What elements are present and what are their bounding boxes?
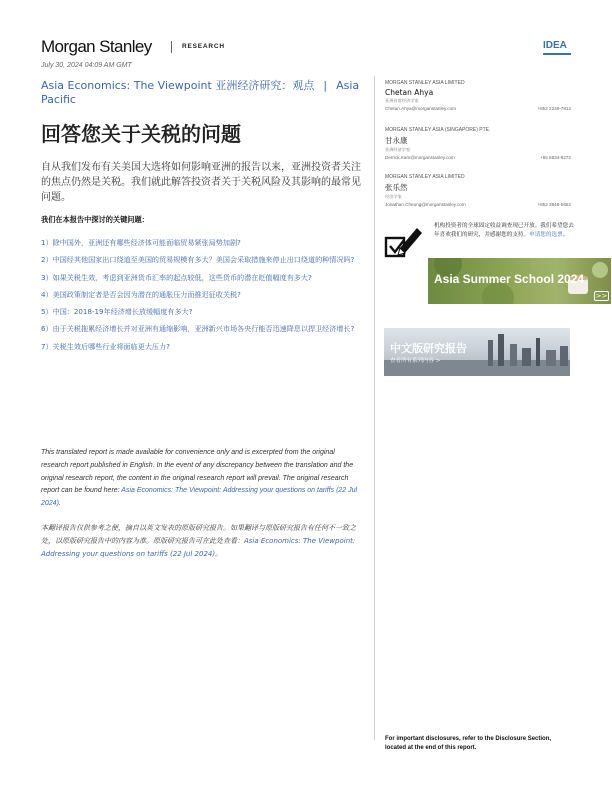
column-divider	[374, 76, 375, 740]
brand-logo: Morgan Stanley	[41, 37, 152, 56]
question-link[interactable]: 5）中国：2018-19年经济增长放缓幅度有多大?	[41, 307, 193, 317]
analyst-name: 甘永康	[385, 136, 408, 145]
survey-note	[434, 222, 574, 240]
analyst-email[interactable]: Chetan.Ahya@morganstanley.com	[385, 106, 456, 111]
questions-list	[41, 236, 365, 357]
chevron-right-icon[interactable]: >>	[595, 292, 608, 300]
analyst-name: Chetan Ahya	[385, 88, 434, 97]
series-separator: |	[323, 79, 328, 92]
disclaimer-english-end: .	[58, 500, 61, 508]
questions-heading: 我们在本报告中探讨的关键问题：	[41, 215, 149, 224]
chinese-research-subtitle[interactable]: 查看所有系列内容 >	[390, 358, 441, 364]
analyst-entity: MORGAN STANLEY ASIA LIMITED	[385, 80, 465, 86]
question-link[interactable]: 7）关税生效后哪些行业将面临更大压力?	[41, 341, 170, 351]
analyst-contact	[385, 155, 571, 160]
analyst-entity: MORGAN STANLEY ASIA (SINGAPORE) PTE.	[385, 127, 491, 133]
question-link[interactable]: 1）除中国外，亚洲还有哪些经济体可能面临贸易紧张局势加剧?	[41, 238, 241, 247]
vote-link[interactable]: 申请您的选票	[529, 232, 563, 238]
original-report-link[interactable]: Asia Economics: The Viewpoint: Addressing your questions on tariffs (22 Jul 2024)	[41, 487, 358, 508]
survey-end: 。	[562, 232, 569, 238]
original-report-link-zh[interactable]: Asia Economics: The Viewpoint: Addressing your questions on tariffs (22 Jul 2024)	[41, 537, 356, 559]
survey-text: 机构投资者的全球固定收益调查现已开放。我们希望您去年喜欢我们的研究，并感谢您的支持。	[434, 223, 574, 238]
brand-divider	[171, 41, 172, 53]
analyst-contact	[385, 202, 571, 207]
disclaimer-chinese	[41, 522, 363, 562]
analyst-card	[385, 127, 571, 160]
analyst-role: 亚洲首席经济学家	[385, 98, 419, 103]
chinese-research-title: 中文版研究报告	[390, 342, 467, 355]
series-region: Asia Pacific	[41, 79, 360, 106]
idea-underline	[543, 53, 571, 55]
analyst-entity: MORGAN STANLEY ASIA LIMITED	[385, 174, 465, 180]
analyst-phone: +852 2239-7812	[537, 106, 571, 111]
disclaimer-english-text: This translated report is made available for convenience only and is excerpted from the original research report published in English. In the event of any discrepancy between the translation and the original research report, the content in the original research report will prevail. The original research report can be found here:	[41, 449, 354, 495]
analyst-card	[385, 80, 571, 111]
question-link[interactable]: 4）美国政策制定者是否会因为潜在的通胀压力而推迟征收关税?	[41, 289, 241, 299]
analyst-phone: +65 6834-8272	[539, 155, 571, 160]
research-label: RESEARCH	[182, 43, 225, 50]
survey-pencil-icon	[384, 224, 424, 260]
summer-school-banner[interactable]	[428, 258, 611, 304]
analyst-name: 张乐然	[385, 183, 408, 192]
analyst-role: 亚洲经济学家	[385, 147, 411, 152]
disclaimer-chinese-end: 。	[215, 550, 223, 559]
question-link[interactable]: 6）由于关税拖累经济增长并对亚洲有通缩影响，亚洲新兴市场各央行能否迅速降息以捍卫经济增长?	[41, 324, 355, 334]
question-link[interactable]: 2）中国经其他国家出口绕道至美国的贸易规模有多大？美国会采取措施来停止出口绕道的种情况吗?	[41, 255, 355, 265]
page-title: 回答您关于关税的问题	[41, 122, 241, 146]
disclosure-footnote: For important disclosures, refer to the Disclosure Section, located at the end of this report.	[385, 736, 552, 751]
series-title	[41, 79, 361, 107]
idea-tag: IDEA	[543, 40, 567, 51]
intro-paragraph: 自从我们发布有关美国大选将如何影响亚洲的报告以来，亚洲投资者关注的焦点仍然是关税。我们就此解答投资者关于关税风险及其影响的最常见问题。	[41, 162, 361, 203]
analyst-phone: +852 3848-5652	[537, 202, 571, 207]
disclaimer-english	[41, 447, 363, 511]
analyst-role: 经济学家	[385, 194, 402, 199]
analyst-contact	[385, 106, 571, 111]
summer-school-title: Asia Summer School 2024	[434, 272, 585, 286]
series-name: Asia Economics: The Viewpoint 亚洲经济研究：观点	[41, 79, 315, 92]
disclaimer-chinese-text: 本翻译报告仅供参考之便，摘自以英文发表的原版研究报告。如果翻译与原版研究报告有任何不一致之处，以原版研究报告中的内容为准。原版研究报告可在此处查看：	[41, 524, 356, 546]
analyst-card	[385, 174, 571, 207]
analyst-email[interactable]: Derrick.Kam@morganstanley.com	[385, 155, 455, 160]
chinese-research-banner[interactable]	[384, 328, 570, 376]
question-link[interactable]: 3）如果关税生效，考虑到亚洲货币汇率的起点较低，这些货币的潜在贬值幅度有多大?	[41, 272, 312, 282]
analyst-email[interactable]: Jonathan.Cheung@morganstanley.com	[385, 202, 466, 207]
publish-date: July 30, 2024 04:09 AM GMT	[41, 62, 132, 69]
